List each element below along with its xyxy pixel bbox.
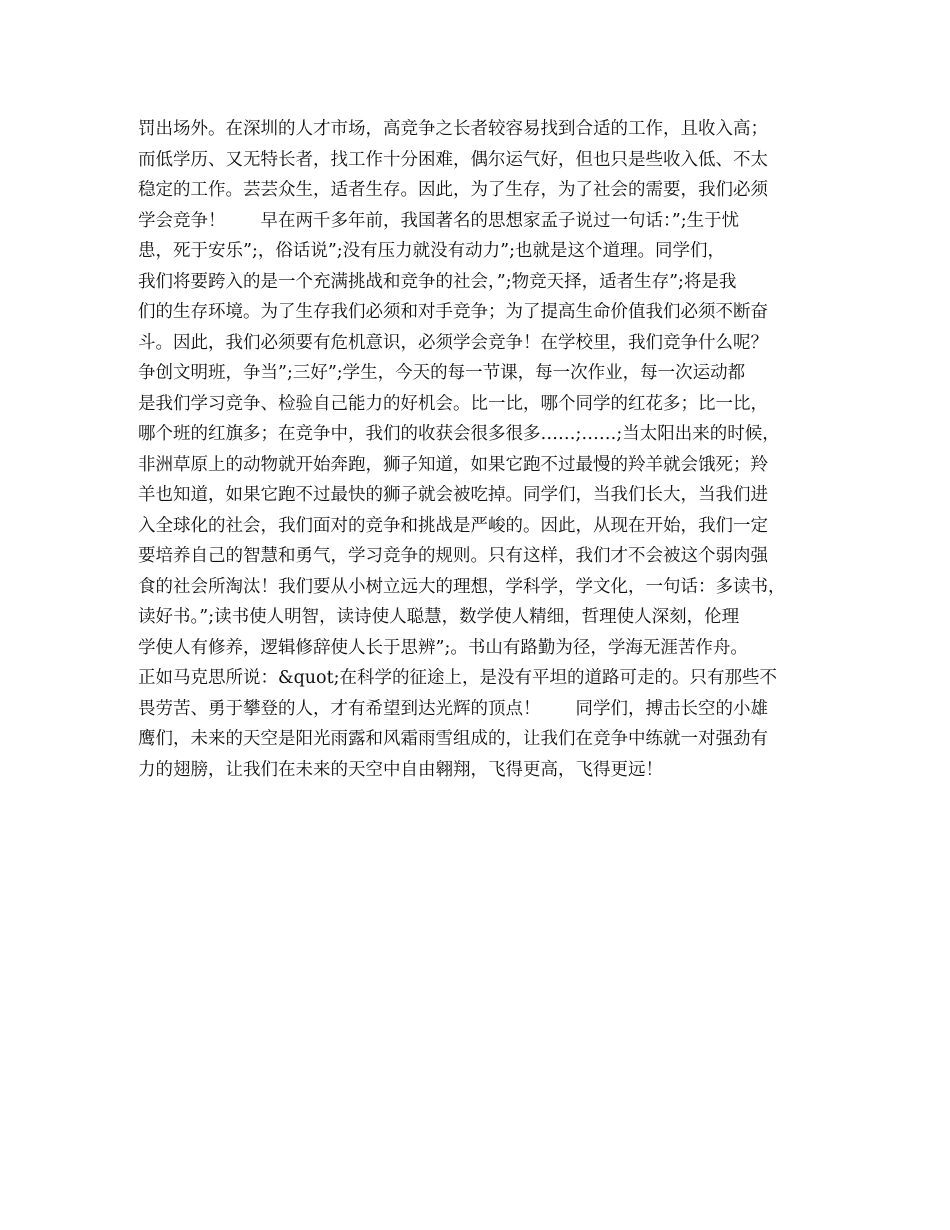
text-line: 而低学历、又无特长者，找工作十分困难，偶尔运气好，但也只是些收入低、不太 [138,149,768,170]
text-line: 鹰们，未来的天空是阳光雨露和风霜雨雪组成的，让我们在竞争中练就一对强劲有 [138,729,768,749]
text-line: 患，死于安乐”;，俗话说”;没有压力就没有动力”;也就是这个道理。同学们， [138,241,726,261]
text-line: 正如马克思所说：&quot;在科学的征途上，是没有平坦的道路可走的。只有那些不 [138,668,778,688]
text-line: 斗。因此，我们必须要有危机意识，必须学会竞争！在学校里，我们竞争什么呢？ [138,332,768,353]
text-line: 稳定的工作。芸芸众生，适者生存。因此，为了生存，为了社会的需要，我们必须 [138,180,768,200]
text-line: 入全球化的社会，我们面对的竞争和挑战是严峻的。因此，从现在开始，我们一定 [138,515,768,536]
body-text [138,114,838,785]
text-line: 哪个班的红旗多；在竞争中，我们的收获会很多很多……;……;当太阳出来的时候， [138,424,780,444]
text-line: 们的生存环境。为了生存我们必须和对手竞争；为了提高生命价值我们必须不断奋 [138,302,768,322]
text-line: 读好书。”;读书使人明智，读诗使人聪慧，数学使人精细，哲理使人深刻，伦理 [138,607,740,627]
text-line: 学会竞争！ 早在两千多年前，我国著名的思想家孟子说过一句话：”;生于忧 [138,210,740,231]
text-line: 力的翅膀，让我们在未来的天空中自由翱翔，飞得更高，飞得更远！ [138,759,663,780]
text-line: 争创文明班，争当”;三好”;学生，今天的每一节课，每一次作业，每一次运动都 [138,363,746,383]
text-line: 非洲草原上的动物就开始奔跑，狮子知道，如果它跑不过最慢的羚羊就会饿死；羚 [138,454,768,475]
text-line: 羊也知道，如果它跑不过最快的狮子就会被吃掉。同学们，当我们长大，当我们进 [138,485,768,505]
text-line: 我们将要跨入的是一个充满挑战和竞争的社会，”;物竞天择，适者生存”;将是我 [138,271,737,292]
text-line: 罚出场外。在深圳的人才市场，高竞争之长者较容易找到合适的工作，且收入高； [138,119,768,139]
text-line: 要培养自己的智慧和勇气，学习竞争的规则。只有这样，我们才不会被这个弱肉强 [138,546,768,566]
text-line: 是我们学习竞争、检验自己能力的好机会。比一比，哪个同学的红花多；比一比， [138,393,768,414]
text-line: 畏劳苦、勇于攀登的人，才有希望到达光辉的顶点！ 同学们，搏击长空的小雄 [138,698,768,719]
text-line: 食的社会所淘汰！我们要从小树立远大的理想，学科学，学文化，一句话：多读书， [138,576,786,597]
text-line: 学使人有修养，逻辑修辞使人长于思辨”;。书山有路勤为径，学海无涯苦作舟。 [138,637,748,658]
